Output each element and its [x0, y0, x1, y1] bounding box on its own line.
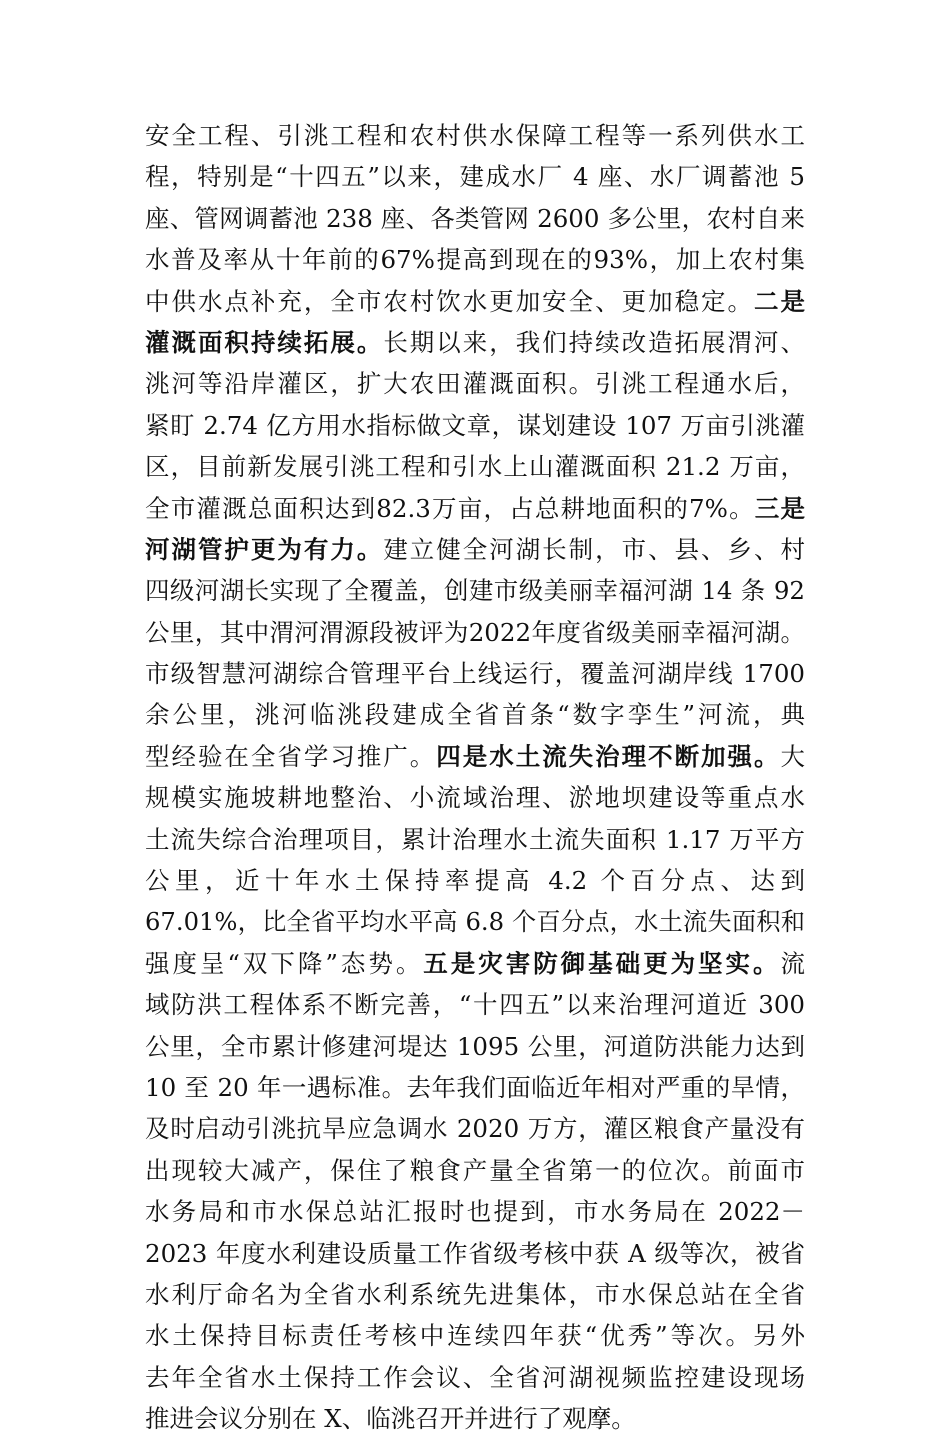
text-line: 程，特别是“十四五”以来，建成水厂 4 座、水厂调蓄池 5	[145, 162, 805, 192]
text-line: 区，目前新发展引洮工程和引水上山灌溉面积 21.2 万亩，	[145, 452, 805, 482]
bold-heading: 河湖管护更为有力。	[145, 534, 384, 564]
text-line: 水利厅命名为全省水利系统先进集体，市水保总站在全省	[145, 1279, 805, 1309]
text-line: 水务局和市水保总站汇报时也提到，市水务局在 2022－	[145, 1197, 805, 1227]
bold-heading: 灌溉面积持续拓展。	[145, 327, 384, 357]
text-line: 公里，近十年水土保持率提高 4.2 个百分点、达到	[145, 866, 805, 896]
text-line: 2023 年度水利建设质量工作省级考核中获 A 级等次，被省	[145, 1238, 805, 1268]
text-line: 水普及率从十年前的67%提高到现在的93%，加上农村集	[145, 245, 805, 275]
text-line: 公里，其中渭河渭源段被评为2022年度省级美丽幸福河湖。	[145, 617, 805, 647]
text-line: 域防洪工程体系不断完善，“十四五”以来治理河道近 300	[145, 990, 805, 1020]
text-line: 中供水点补充，全市农村饮水更加安全、更加稳定。二是	[145, 286, 806, 316]
text-line: 型经验在全省学习推广。四是水土流失治理不断加强。大	[145, 741, 806, 771]
text-line: 推进会议分别在 X、临洮召开并进行了观摩。	[145, 1404, 636, 1434]
text-line: 10 至 20 年一遇标准。去年我们面临近年相对严重的旱情，	[145, 1072, 805, 1102]
text-line: 规模实施坡耕地整治、小流域治理、淤地坝建设等重点水	[145, 783, 805, 813]
text-line: 四级河湖长实现了全覆盖，创建市级美丽幸福河湖 14 条 92	[145, 576, 805, 606]
text-line: 全市灌溉总面积达到82.3万亩，占总耕地面积的7%。三是	[145, 493, 805, 523]
text-line: 灌溉面积持续拓展。长期以来，我们持续改造拓展渭河、	[145, 327, 805, 357]
text-line: 紧盯 2.74 亿方用水指标做文章，谋划建设 107 万亩引洮灌	[145, 410, 805, 440]
text-line: 出现较大减产，保住了粮食产量全省第一的位次。前面市	[145, 1155, 805, 1185]
bold-heading: 二是	[754, 286, 806, 316]
text-line: 公里，全市累计修建河堤达 1095 公里，河道防洪能力达到	[145, 1031, 805, 1061]
text-line: 去年全省水土保持工作会议、全省河湖视频监控建设现场	[145, 1362, 805, 1392]
document-body	[145, 115, 805, 1440]
text-line: 市级智慧河湖综合管理平台上线运行，覆盖河湖岸线 1700	[145, 659, 805, 689]
text-line: 安全工程、引洮工程和农村供水保障工程等一系列供水工	[145, 121, 805, 150]
text-line: 河湖管护更为有力。建立健全河湖长制，市、县、乡、村	[145, 534, 805, 564]
bold-heading: 五是灾害防御基础更为坚实。	[423, 948, 781, 978]
text-line: 余公里，洮河临洮段建成全省首条“数字孪生”河流，典	[145, 700, 805, 730]
bold-heading: 四是水土流失治理不断加强。	[436, 741, 781, 771]
text-line: 强度呈“双下降”态势。五是灾害防御基础更为坚实。流	[145, 948, 805, 978]
text-line: 座、管网调蓄池 238 座、各类管网 2600 多公里，农村自来	[145, 203, 805, 233]
bold-heading: 三是	[754, 493, 805, 523]
text-line: 及时启动引洮抗旱应急调水 2020 万方，灌区粮食产量没有	[145, 1114, 805, 1144]
text-line: 水土保持目标责任考核中连续四年获“优秀”等次。另外	[145, 1321, 805, 1351]
text-line: 土流失综合治理项目，累计治理水土流失面积 1.17 万平方	[145, 824, 805, 854]
text-line: 洮河等沿岸灌区，扩大农田灌溉面积。引洮工程通水后，	[145, 369, 805, 399]
text-line: 67.01%，比全省平均水平高 6.8 个百分点，水土流失面积和	[145, 907, 805, 937]
